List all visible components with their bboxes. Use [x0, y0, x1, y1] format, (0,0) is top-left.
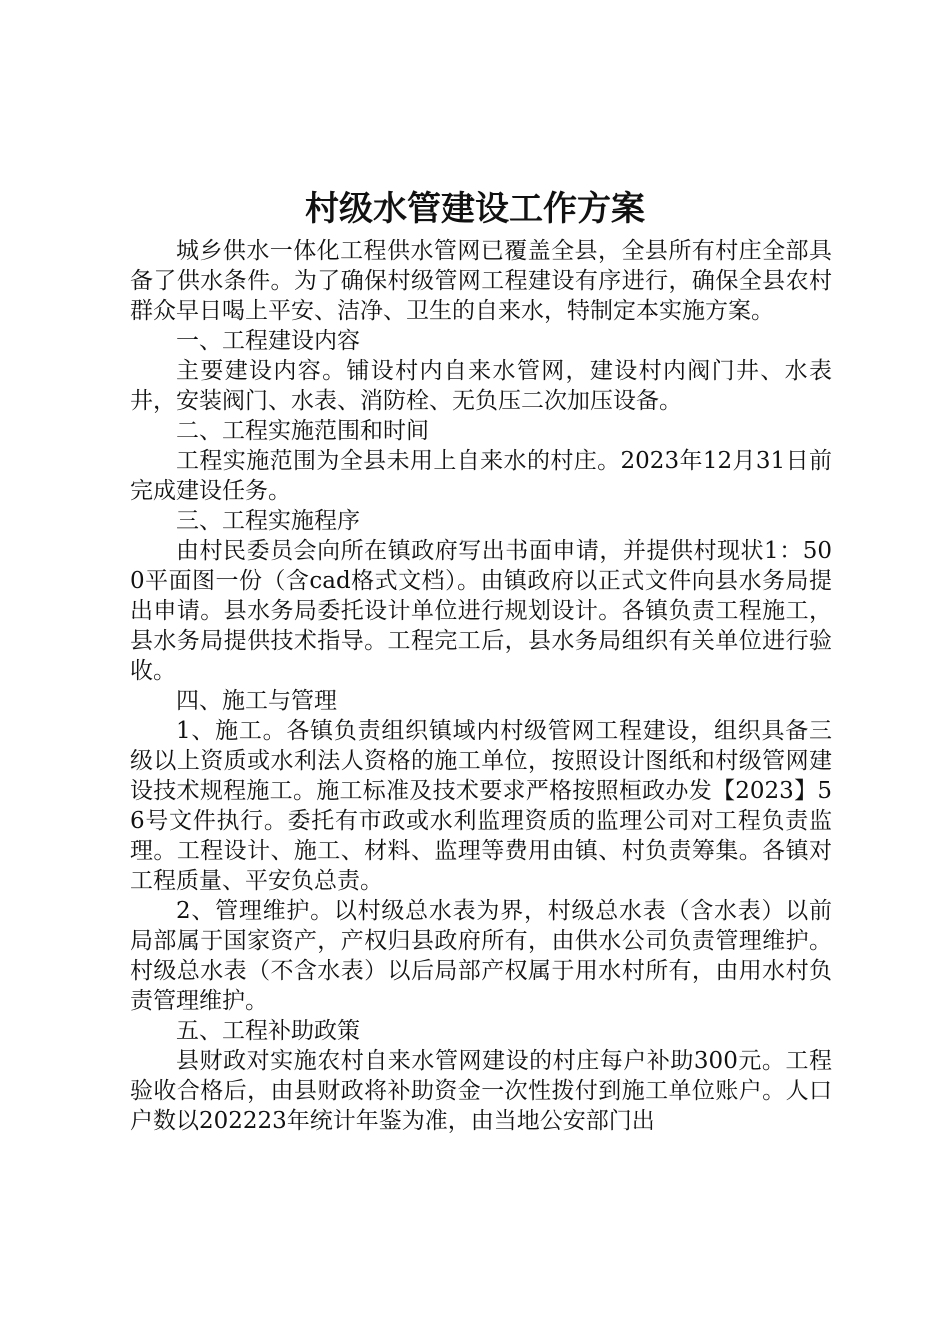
section-heading-1: 一、工程建设内容 [176, 328, 360, 354]
section-heading-3: 三、工程实施程序 [176, 508, 360, 534]
section-heading-5: 五、工程补助政策 [176, 1018, 360, 1044]
section-3-paragraph: 由村民委员会向所在镇政府写出书面申请，并提供村现状1：500平面图一份（含cad格式文档）。由镇政府以正式文件向县水务局提出申请。县水务局委托设计单位进行规划设计。各镇负责工程施工，县水务局提供技术指导。工程完工后，县水务局组织有关单位进行验收。 [130, 538, 832, 684]
document-body [130, 236, 832, 1136]
intro-paragraph: 城乡供水一体化工程供水管网已覆盖全县，全县所有村庄全部具备了供水条件。为了确保村级管网工程建设有序进行，确保全县农村群众早日喝上平安、洁净、卫生的自来水，特制定本实施方案。 [130, 238, 832, 324]
section-2-paragraph: 工程实施范围为全县未用上自来水的村庄。2023年12月31日前完成建设任务。 [130, 448, 832, 504]
section-5-paragraph: 县财政对实施农村自来水管网建设的村庄每户补助300元。工程验收合格后，由县财政将补助资金一次性拨付到施工单位账户。人口户数以202223年统计年鉴为准，由当地公安部门出 [130, 1048, 832, 1134]
section-heading-4: 四、施工与管理 [176, 688, 337, 714]
section-4-maintenance-paragraph: 2、管理维护。以村级总水表为界，村级总水表（含水表）以前局部属于国家资产，产权归县政府所有，由供水公司负责管理维护。村级总水表（不含水表）以后局部产权属于用水村所有，由用水村负责管理维护。 [130, 898, 832, 1014]
section-4-construction-paragraph: 1、施工。各镇负责组织镇域内村级管网工程建设，组织具备三级以上资质或水利法人资格的施工单位，按照设计图纸和村级管网建设技术规程施工。施工标准及技术要求严格按照桓政办发【2023】56号文件执行。委托有市政或水利监理资质的监理公司对工程负责监理。工程设计、施工、材料、监理等费用由镇、村负责筹集。各镇对工程质量、平安负总责。 [130, 718, 832, 894]
section-heading-2: 二、工程实施范围和时间 [176, 418, 429, 444]
section-1-paragraph: 主要建设内容。铺设村内自来水管网，建设村内阀门井、水表井，安装阀门、水表、消防栓、无负压二次加压设备。 [130, 358, 832, 414]
document-title: 村级水管建设工作方案 [305, 189, 645, 229]
